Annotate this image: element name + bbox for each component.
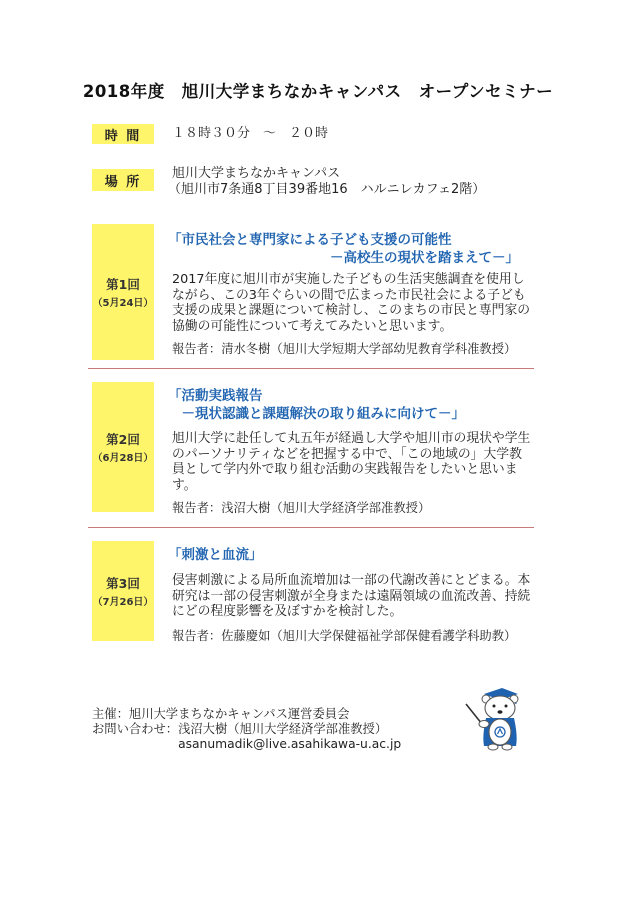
session-1-reporter: 報告者：清水冬樹（旭川大学短期大学部幼児教育学科准教授） (172, 342, 517, 356)
place-label: 場 所 (92, 169, 154, 191)
session-2-title-line2: －現状認識と課題解決の取り組みに向けて－」 (168, 406, 465, 422)
session-3-description: 侵害刺激による局所血流増加は一部の代謝改善にとどまる。本研究は一部の侵害刺激が全身または遠隔領域の血流改善、持続にどの程度影響を及ぼすかを検討した。 (172, 573, 531, 619)
session-1-date: （5月24日） (92, 298, 154, 309)
footer-contact: お問い合わせ：浅沼大樹（旭川大学経済学部准教授） (92, 722, 388, 736)
time-value: １８時３０分 ～ ２０時 (172, 126, 329, 141)
session-divider-1 (88, 368, 534, 369)
session-3-number: 第3回 (106, 576, 140, 591)
session-2-description: 旭川大学に赴任して丸五年が経過し大学や旭川市の現状や学生のパーソナリティなどを把握する中で、「この地域の」大学教員として学内外で取り組む活動の実践報告をしたいと思います。 (172, 431, 531, 493)
page-title: 2018年度 旭川大学まちなかキャンパス オープンセミナー (82, 82, 554, 101)
footer-organizer: 主催：旭川大学まちなかキャンパス運営委員会 (92, 707, 350, 721)
session-1-description: 2017年度に旭川市が実施した子どもの生活実態調査を使用しながら、この3年ぐらいの間で広まった市民社会による子ども支援の成果と課題について検討し、このまちの市民と専門家の協働の可能性について考えてみたいと思います。 (172, 272, 531, 334)
session-divider-2 (88, 527, 534, 528)
session-1-title-line1: 「市民社会と専門家による子ども支援の可能性 (168, 232, 452, 248)
session-3-date: （7月26日） (92, 597, 154, 608)
session-3-reporter: 報告者：佐藤慶如（旭川大学保健福祉学部保健看護学科助教） (172, 629, 517, 643)
session-1-title-line2: －高校生の現状を踏まえて－」 (168, 250, 519, 266)
time-label: 時 間 (92, 124, 154, 144)
polar-bear-mascot-icon (462, 684, 526, 754)
session-2-date: （6月28日） (92, 453, 154, 464)
place-line2: （旭川市7条通8丁目39番地16 ハルニレカフェ2階） (168, 182, 486, 197)
session-1-number: 第1回 (106, 277, 140, 292)
session-3-badge (92, 541, 154, 641)
session-3-title: 「刺激と血流」 (168, 547, 263, 563)
session-2-number: 第2回 (106, 432, 140, 447)
session-2-title-line1: 「活動実践報告 (168, 388, 263, 404)
session-2-reporter: 報告者：浅沼大樹（旭川大学経済学部准教授） (172, 501, 431, 515)
place-line1: 旭川大学まちなかキャンパス (172, 166, 341, 181)
session-1-badge (92, 224, 154, 360)
session-2-badge (92, 382, 154, 512)
footer-email: asanumadik@live.asahikawa-u.ac.jp (92, 737, 402, 751)
